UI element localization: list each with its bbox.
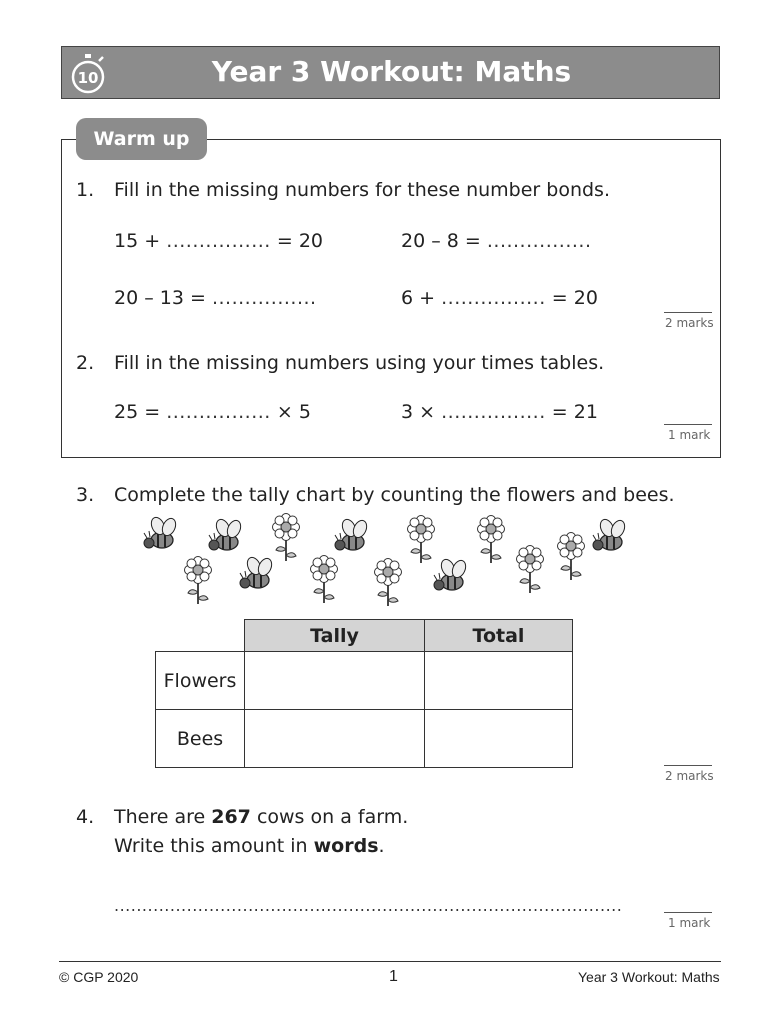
flowers-total-cell[interactable] <box>425 652 573 710</box>
flower-icon <box>311 556 338 604</box>
flower-icon <box>517 546 544 594</box>
q2-fact-1 <box>114 401 311 423</box>
table-row <box>156 652 573 710</box>
bee-icon <box>434 557 468 590</box>
bee-icon <box>209 517 243 550</box>
timer-minutes: 10 <box>77 69 99 87</box>
footer-rule <box>59 961 721 962</box>
bee-icon <box>335 517 369 550</box>
q2-mark-line <box>664 424 712 425</box>
q3-marks: 2 marks <box>665 769 714 783</box>
footer-copyright: © CGP 2020 <box>59 969 139 985</box>
q1-bond-2 <box>401 230 592 252</box>
q1-bond-1-post: = 20 <box>276 230 324 252</box>
q2-fact-2-pre: 3 × <box>401 401 436 423</box>
q1-bond-3 <box>114 287 317 309</box>
bees-row-label: Bees <box>156 710 245 768</box>
q2-fact-1-post: × 5 <box>276 401 311 423</box>
answer-blank[interactable]: ................ <box>441 401 546 423</box>
table-row <box>156 710 573 768</box>
q2-fact-1-pre: 25 = <box>114 401 161 423</box>
flower-icon <box>185 557 212 605</box>
q2-fact-2 <box>401 401 598 423</box>
q1-bond-4-post: = 20 <box>551 287 598 309</box>
bee-icon <box>593 517 627 550</box>
bee-icon <box>240 555 274 588</box>
flower-icon <box>408 516 435 564</box>
page-title: Year 3 Workout: Maths <box>211 55 572 88</box>
q1-bond-3-pre: 20 – 13 = <box>114 287 206 309</box>
q1-bond-4 <box>401 287 598 309</box>
flower-icon <box>478 516 505 564</box>
words-emphasis: words <box>313 835 379 857</box>
q4-mark-line <box>664 912 712 913</box>
q1-bond-4-pre: 6 + <box>401 287 436 309</box>
total-column-header: Total <box>425 620 573 652</box>
cow-count: 267 <box>211 806 251 828</box>
q1-bond-1 <box>114 230 323 252</box>
q3-text: Complete the tally chart by counting the flowers and bees. <box>114 484 675 506</box>
table-corner <box>156 620 245 652</box>
q2-marks: 1 mark <box>668 428 711 442</box>
q4-line-1 <box>114 806 408 828</box>
flower-icon <box>375 559 402 607</box>
flowers-row-label: Flowers <box>156 652 245 710</box>
answer-blank[interactable]: ................ <box>486 230 592 252</box>
q4-line-1-pre: There are <box>114 806 212 828</box>
q3-number: 3. <box>76 484 95 506</box>
flower-icon <box>558 533 585 581</box>
q4-line-2-pre: Write this amount in <box>114 835 314 857</box>
q1-marks: 2 marks <box>665 316 714 330</box>
q1-text: Fill in the missing numbers for these number bonds. <box>114 179 610 201</box>
tally-header-row <box>156 620 573 652</box>
warm-up-label: Warm up <box>76 118 207 160</box>
q2-fact-2-post: = 21 <box>551 401 598 423</box>
q4-line-1-post: cows on a farm. <box>250 806 409 828</box>
flowers-and-bees-illustration <box>138 512 638 610</box>
footer-title: Year 3 Workout: Maths <box>578 969 720 985</box>
q1-bond-1-pre: 15 + <box>114 230 161 252</box>
q4-line-2 <box>114 835 385 857</box>
page-header <box>61 46 720 99</box>
q4-line-2-post: . <box>378 835 385 857</box>
answer-blank[interactable]: ................ <box>166 230 271 252</box>
answer-blank[interactable]: ................ <box>211 287 317 309</box>
bee-icon <box>144 515 178 548</box>
q2-number: 2. <box>76 352 95 374</box>
q1-bond-2-pre: 20 – 8 = <box>401 230 481 252</box>
tally-column-header: Tally <box>245 620 425 652</box>
q4-number: 4. <box>76 806 95 828</box>
q2-text: Fill in the missing numbers using your times tables. <box>114 352 605 374</box>
tally-table <box>155 619 573 768</box>
q4-marks: 1 mark <box>668 916 711 930</box>
answer-blank[interactable]: ................ <box>166 401 271 423</box>
answer-line[interactable]: ........................................................................................... <box>114 896 623 915</box>
flowers-tally-cell[interactable] <box>245 652 425 710</box>
page-number: 1 <box>389 968 398 985</box>
q3-mark-line <box>664 765 712 766</box>
bees-tally-cell[interactable] <box>245 710 425 768</box>
q1-number: 1. <box>76 179 95 201</box>
answer-blank[interactable]: ................ <box>441 287 546 309</box>
q1-mark-line <box>664 312 712 313</box>
bees-total-cell[interactable] <box>425 710 573 768</box>
flower-icon <box>273 514 300 562</box>
